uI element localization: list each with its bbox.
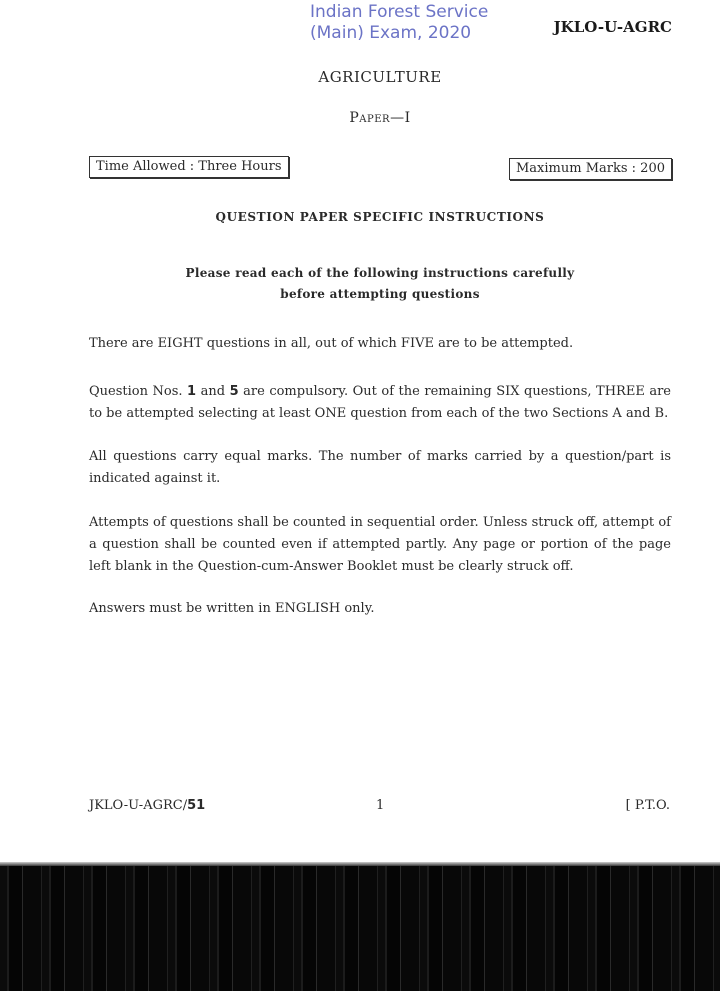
paper-code: JKLO-U-AGRC [553,18,672,36]
exam-stamp [310,2,510,44]
instruction-2 [89,381,671,425]
instruction-4: Attempts of questions shall be counted in sequential order. Unless struck off, attempt of a question shall be counted even if attempted partly. Any page or portion of the page left blank in the Question-cum-Answer Booklet must be clearly struck off. [89,515,671,574]
footer-code-text: JKLO-U-AGRC/ [89,798,188,813]
paper-title: Paper—I [349,110,411,126]
instruction-3: All questions carry equal marks. The number of marks carried by a question/part is indicated against it. [89,449,671,486]
instruction-1: There are EIGHT questions in all, out of which FIVE are to be attempted. [89,336,574,351]
scan-artifact-band [0,866,720,991]
read-note-line-2: before attempting questions [280,287,480,301]
instruction-2-text-a: Question Nos. [89,384,188,399]
instruction-2-and: and [196,384,230,399]
question-number-5: 5 [229,384,239,399]
please-turn-over: [ P.T.O. [625,798,670,813]
read-note-line-1: Please read each of the following instructions carefully [185,266,575,280]
stamp-line-2: (Main) Exam, 2020 [310,23,472,43]
maximum-marks-box: Maximum Marks : 200 [509,158,672,180]
page-number: 1 [376,798,385,813]
read-note [0,263,720,305]
question-number-1: 1 [187,384,197,399]
instruction-2-text-b: are compulsory. Out of the remaining SIX questions, THREE are to be attempted selecting at least ONE question from each of the two Sections A and B. [89,384,671,421]
stamp-line-1: Indian Forest Service [310,2,489,22]
instructions-heading: QUESTION PAPER SPECIFIC INSTRUCTIONS [215,210,545,224]
instruction-5: Answers must be written in ENGLISH only. [89,601,375,616]
footer-code-number: 51 [187,798,206,813]
time-allowed-box: Time Allowed : Three Hours [89,156,289,178]
footer-paper-code [89,798,205,813]
subject-title: AGRICULTURE [318,68,442,86]
